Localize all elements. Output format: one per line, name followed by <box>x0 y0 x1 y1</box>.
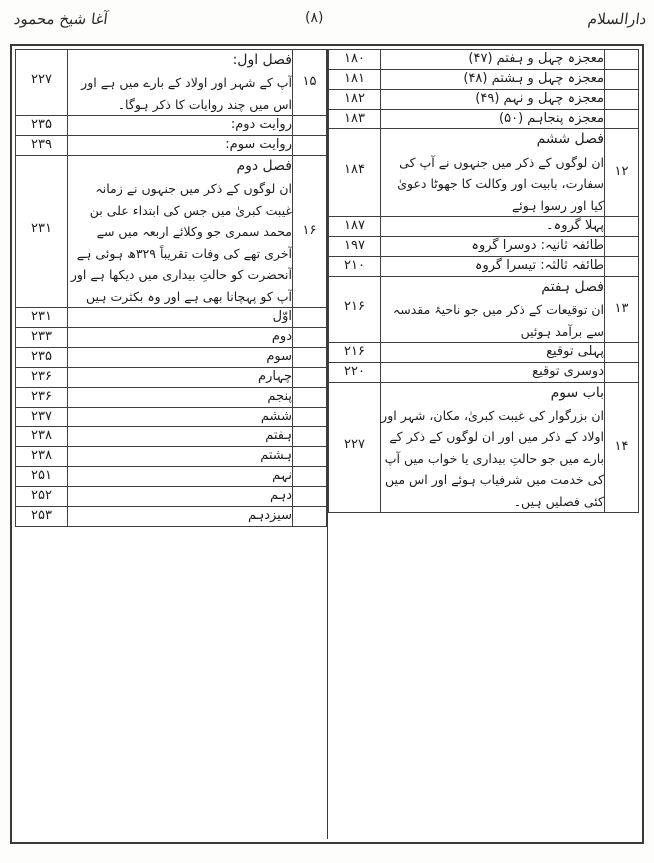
entry-title-cell <box>381 276 605 342</box>
entry-title-cell <box>381 89 605 109</box>
page-number-value: ۲۳۷ <box>31 408 52 424</box>
entry-title: روایت دوم: <box>230 117 292 133</box>
entry-title-cell <box>68 328 293 348</box>
entry-description: ان لوگوں کے ذکر میں جنہوں نے آپ کی سفارت، بابیت اور وکالت کا جھوٹا دعویٰ کیا اور رسوا ہوئے <box>397 154 604 213</box>
index-row <box>329 217 639 237</box>
chapter-number-cell <box>605 362 639 382</box>
page-number-cell <box>16 50 68 116</box>
entry-title: روایت سوم: <box>225 137 292 153</box>
index-row <box>16 328 327 348</box>
page-number-value: ۲۳۱ <box>31 309 52 325</box>
page-number-value: ۱۸۱ <box>344 70 365 86</box>
entry-title: ہفتم <box>265 428 292 444</box>
running-head-author: آغا شیخ محمود <box>12 10 109 28</box>
page-number-cell <box>329 50 381 70</box>
index-row <box>329 237 639 257</box>
page-number-cell <box>16 367 68 387</box>
entry-title-cell <box>381 343 605 363</box>
page-number-cell <box>16 328 68 348</box>
index-row <box>16 50 327 116</box>
chapter-number-cell <box>293 486 327 506</box>
index-table-right <box>328 49 639 513</box>
page-number-value: ۲۵۱ <box>31 468 52 484</box>
index-row <box>16 486 327 506</box>
page-number-value: ۱۸۰ <box>344 51 365 66</box>
chapter-number-cell <box>293 467 327 487</box>
index-row <box>16 308 327 328</box>
index-row <box>16 467 327 487</box>
entry-title-cell <box>68 447 293 467</box>
entry-title: اوّل <box>272 309 292 325</box>
entry-title: معجزہ پنجاہم (۵۰) <box>499 110 604 126</box>
index-row <box>16 387 327 407</box>
entry-title-cell <box>381 109 605 129</box>
entry-title: پہلا گروہ۔ <box>546 218 604 234</box>
index-table-left-body <box>16 50 327 527</box>
page-number-cell <box>16 136 68 156</box>
page-number-value: ۲۵۲ <box>31 487 52 503</box>
page-number-cell <box>16 486 68 506</box>
chapter-number-cell <box>293 407 327 427</box>
index-frame <box>10 44 644 844</box>
running-head <box>0 0 654 44</box>
index-row <box>329 382 639 513</box>
index-columns <box>15 49 639 839</box>
page-number-cell <box>16 407 68 427</box>
page-number-value: ۲۳۶ <box>31 388 52 404</box>
index-table-left <box>15 49 327 527</box>
entry-title: سیزدہم <box>247 507 292 523</box>
page-number-value: ۲۱۶ <box>344 298 365 314</box>
index-row <box>329 256 639 276</box>
page-number-value: ۲۱۰ <box>344 257 365 273</box>
page-number-value: ۲۳۸ <box>31 428 52 444</box>
index-column-left <box>15 49 327 839</box>
index-row <box>329 129 639 217</box>
page-number-cell <box>329 69 381 89</box>
page-number-value: ۲۱۶ <box>344 344 365 359</box>
entry-title: دوسری توقیع <box>532 363 604 379</box>
entry-description: ان توقیعات کے ذکر میں جو ناحیۂ مقدسہ سے برآمد ہوئیں <box>392 302 604 339</box>
entry-description: آپ کے شہر اور اولاد کے بارے میں ہے اور اس میں چند روایات کا ذکر ہوگا۔ <box>81 75 292 112</box>
page-number-cell <box>16 467 68 487</box>
chapter-number-cell <box>605 237 639 257</box>
chapter-number-cell: ۱۴ <box>605 382 639 513</box>
entry-title: دوم <box>271 329 292 345</box>
chapter-number-cell <box>293 347 327 367</box>
chapter-number-cell: ۱۶ <box>293 155 327 307</box>
page-number-cell <box>16 347 68 367</box>
page-number-value: ۲۲۰ <box>344 363 365 379</box>
page-number-cell <box>16 447 68 467</box>
entry-title-cell <box>381 129 605 217</box>
chapter-number-cell <box>293 427 327 447</box>
entry-title-cell <box>381 382 605 513</box>
entry-description: ان لوگوں کے ذکر میں جنہوں نے زمانہ غیبت کبریٰ میں جس کی ابتداء علی بن محمد سمری جو وکلائے اربعہ میں سے آخری تھے کی وفات تقریباً ۳۲۹ھ ہوئی ہے آنحضرت کو حالتِ بیداری میں دیکھا ہے اور آپ کو پہچانا بھی ہے اور وہ بکثرت ہیں <box>70 181 292 304</box>
entry-title: طائفہ ثالثہ: تیسرا گروہ <box>474 257 604 273</box>
index-row <box>16 427 327 447</box>
index-column-right <box>327 49 639 839</box>
chapter-number-cell <box>605 217 639 237</box>
chapter-number-cell <box>293 387 327 407</box>
index-row <box>329 109 639 129</box>
entry-title-cell <box>381 362 605 382</box>
entry-title: معجزہ چہل و ہفتم (۴۷) <box>468 51 604 66</box>
entry-title: دہم <box>269 487 292 503</box>
entry-title: معجزہ چہل و نہم (۴۹) <box>475 90 604 106</box>
entry-title-cell <box>68 486 293 506</box>
chapter-number-cell <box>293 116 327 136</box>
entry-title: معجزہ چہل و ہشتم (۴۸) <box>463 70 604 86</box>
entry-title-cell <box>68 367 293 387</box>
chapter-number-cell <box>293 367 327 387</box>
index-row <box>329 343 639 363</box>
entry-title: پہلی توقیع <box>546 344 604 359</box>
page-number-value: ۲۲۷ <box>31 72 52 88</box>
index-row <box>329 276 639 342</box>
page-number-cell <box>329 217 381 237</box>
entry-title: چہارم <box>258 368 292 384</box>
page-number-cell <box>329 129 381 217</box>
entry-title-cell <box>68 136 293 156</box>
running-head-book-title: دارالسلام <box>586 10 648 28</box>
entry-heading: فصل اول: <box>232 52 292 68</box>
page-number-value: ۲۳۵ <box>31 117 52 133</box>
chapter-number-cell <box>605 89 639 109</box>
entry-heading: فصل ششم <box>536 131 604 148</box>
entry-title-cell <box>68 407 293 427</box>
page-number-cell <box>16 506 68 526</box>
index-row <box>16 407 327 427</box>
page-number-value: ۱۸۳ <box>344 110 365 126</box>
page-number-cell <box>329 382 381 513</box>
index-row <box>329 69 639 89</box>
page-number-value: ۱۹۷ <box>344 238 365 254</box>
chapter-number-cell: ۱۵ <box>293 50 327 116</box>
chapter-number-cell <box>605 69 639 89</box>
entry-title: پنجم <box>267 388 292 404</box>
entry-title-cell <box>68 467 293 487</box>
page-number-cell <box>329 256 381 276</box>
entry-heading: فصل دوم <box>236 157 292 174</box>
page-number: (۸) <box>305 10 324 26</box>
entry-title-cell <box>68 347 293 367</box>
entry-title: سوم <box>266 348 292 364</box>
index-row <box>16 116 327 136</box>
chapter-number-cell <box>293 506 327 526</box>
entry-heading: باب سوم <box>550 384 604 401</box>
page-number-cell <box>329 109 381 129</box>
entry-title: طائفہ ثانیہ: دوسرا گروہ <box>471 238 604 254</box>
entry-title-cell <box>68 387 293 407</box>
entry-description: ان بزرگوار کی غیبت کبریٰ، مکان، شہر اور اولاد کے ذکر میں اور ان لوگوں کے ذکر کے بارے میں جو حالتِ بیداری یا خواب میں آپ کی خدمت میں شرفیاب ہوئے اور اس میں کئی فصلیں ہیں۔ <box>381 407 604 509</box>
chapter-number-cell <box>605 109 639 129</box>
entry-title: ہشتم <box>260 448 292 464</box>
index-row <box>16 347 327 367</box>
index-row <box>16 367 327 387</box>
index-row <box>16 506 327 526</box>
index-row <box>329 89 639 109</box>
chapter-number-cell <box>605 256 639 276</box>
page-number-value: ۱۸۴ <box>344 162 365 178</box>
entry-title-cell <box>68 427 293 447</box>
entry-title-cell <box>381 50 605 70</box>
page-number-value: ۱۸۲ <box>344 90 365 106</box>
page-number-value: ۲۳۶ <box>31 368 52 384</box>
chapter-number-cell <box>293 136 327 156</box>
page-number-cell <box>16 116 68 136</box>
index-table-right-body <box>329 50 639 513</box>
chapter-number-cell <box>605 50 639 70</box>
index-row <box>329 362 639 382</box>
page-number-value: ۲۳۸ <box>31 448 52 464</box>
entry-title-cell <box>68 308 293 328</box>
entry-title: نہم <box>272 468 292 484</box>
page-number-cell <box>329 276 381 342</box>
index-row <box>16 155 327 307</box>
index-row <box>16 447 327 467</box>
index-row <box>329 50 639 70</box>
entry-title-cell <box>68 506 293 526</box>
page-number-cell <box>16 427 68 447</box>
entry-title-cell <box>381 256 605 276</box>
page-number-cell <box>16 308 68 328</box>
page-number-value: ۲۵۳ <box>31 507 52 523</box>
page-number-value: ۱۸۷ <box>344 218 365 234</box>
entry-title-cell <box>68 116 293 136</box>
entry-title-cell <box>68 155 293 307</box>
entry-heading: فصل ہفتم <box>541 278 604 295</box>
chapter-number-cell: ۱۳ <box>605 276 639 342</box>
chapter-number-cell: ۱۲ <box>605 129 639 217</box>
page-number-value: ۲۲۷ <box>344 437 365 453</box>
entry-title-cell <box>68 50 293 116</box>
chapter-number-cell <box>293 328 327 348</box>
entry-title-cell <box>381 237 605 257</box>
page-number-cell <box>16 155 68 307</box>
page-number-cell <box>329 237 381 257</box>
entry-title: ششم <box>260 408 292 424</box>
page-number-cell <box>329 362 381 382</box>
page-number-cell <box>329 343 381 363</box>
page-number-value: ۲۳۵ <box>31 348 52 364</box>
chapter-number-cell <box>293 447 327 467</box>
page-number-value: ۲۳۹ <box>31 137 52 153</box>
index-row <box>16 136 327 156</box>
chapter-number-cell <box>605 343 639 363</box>
entry-title-cell <box>381 217 605 237</box>
page-number-cell <box>16 387 68 407</box>
page-number-value: ۲۳۱ <box>31 221 52 237</box>
chapter-number-cell <box>293 308 327 328</box>
page-number-value: ۲۳۳ <box>31 329 52 345</box>
page-number-cell <box>329 89 381 109</box>
entry-title-cell <box>381 69 605 89</box>
